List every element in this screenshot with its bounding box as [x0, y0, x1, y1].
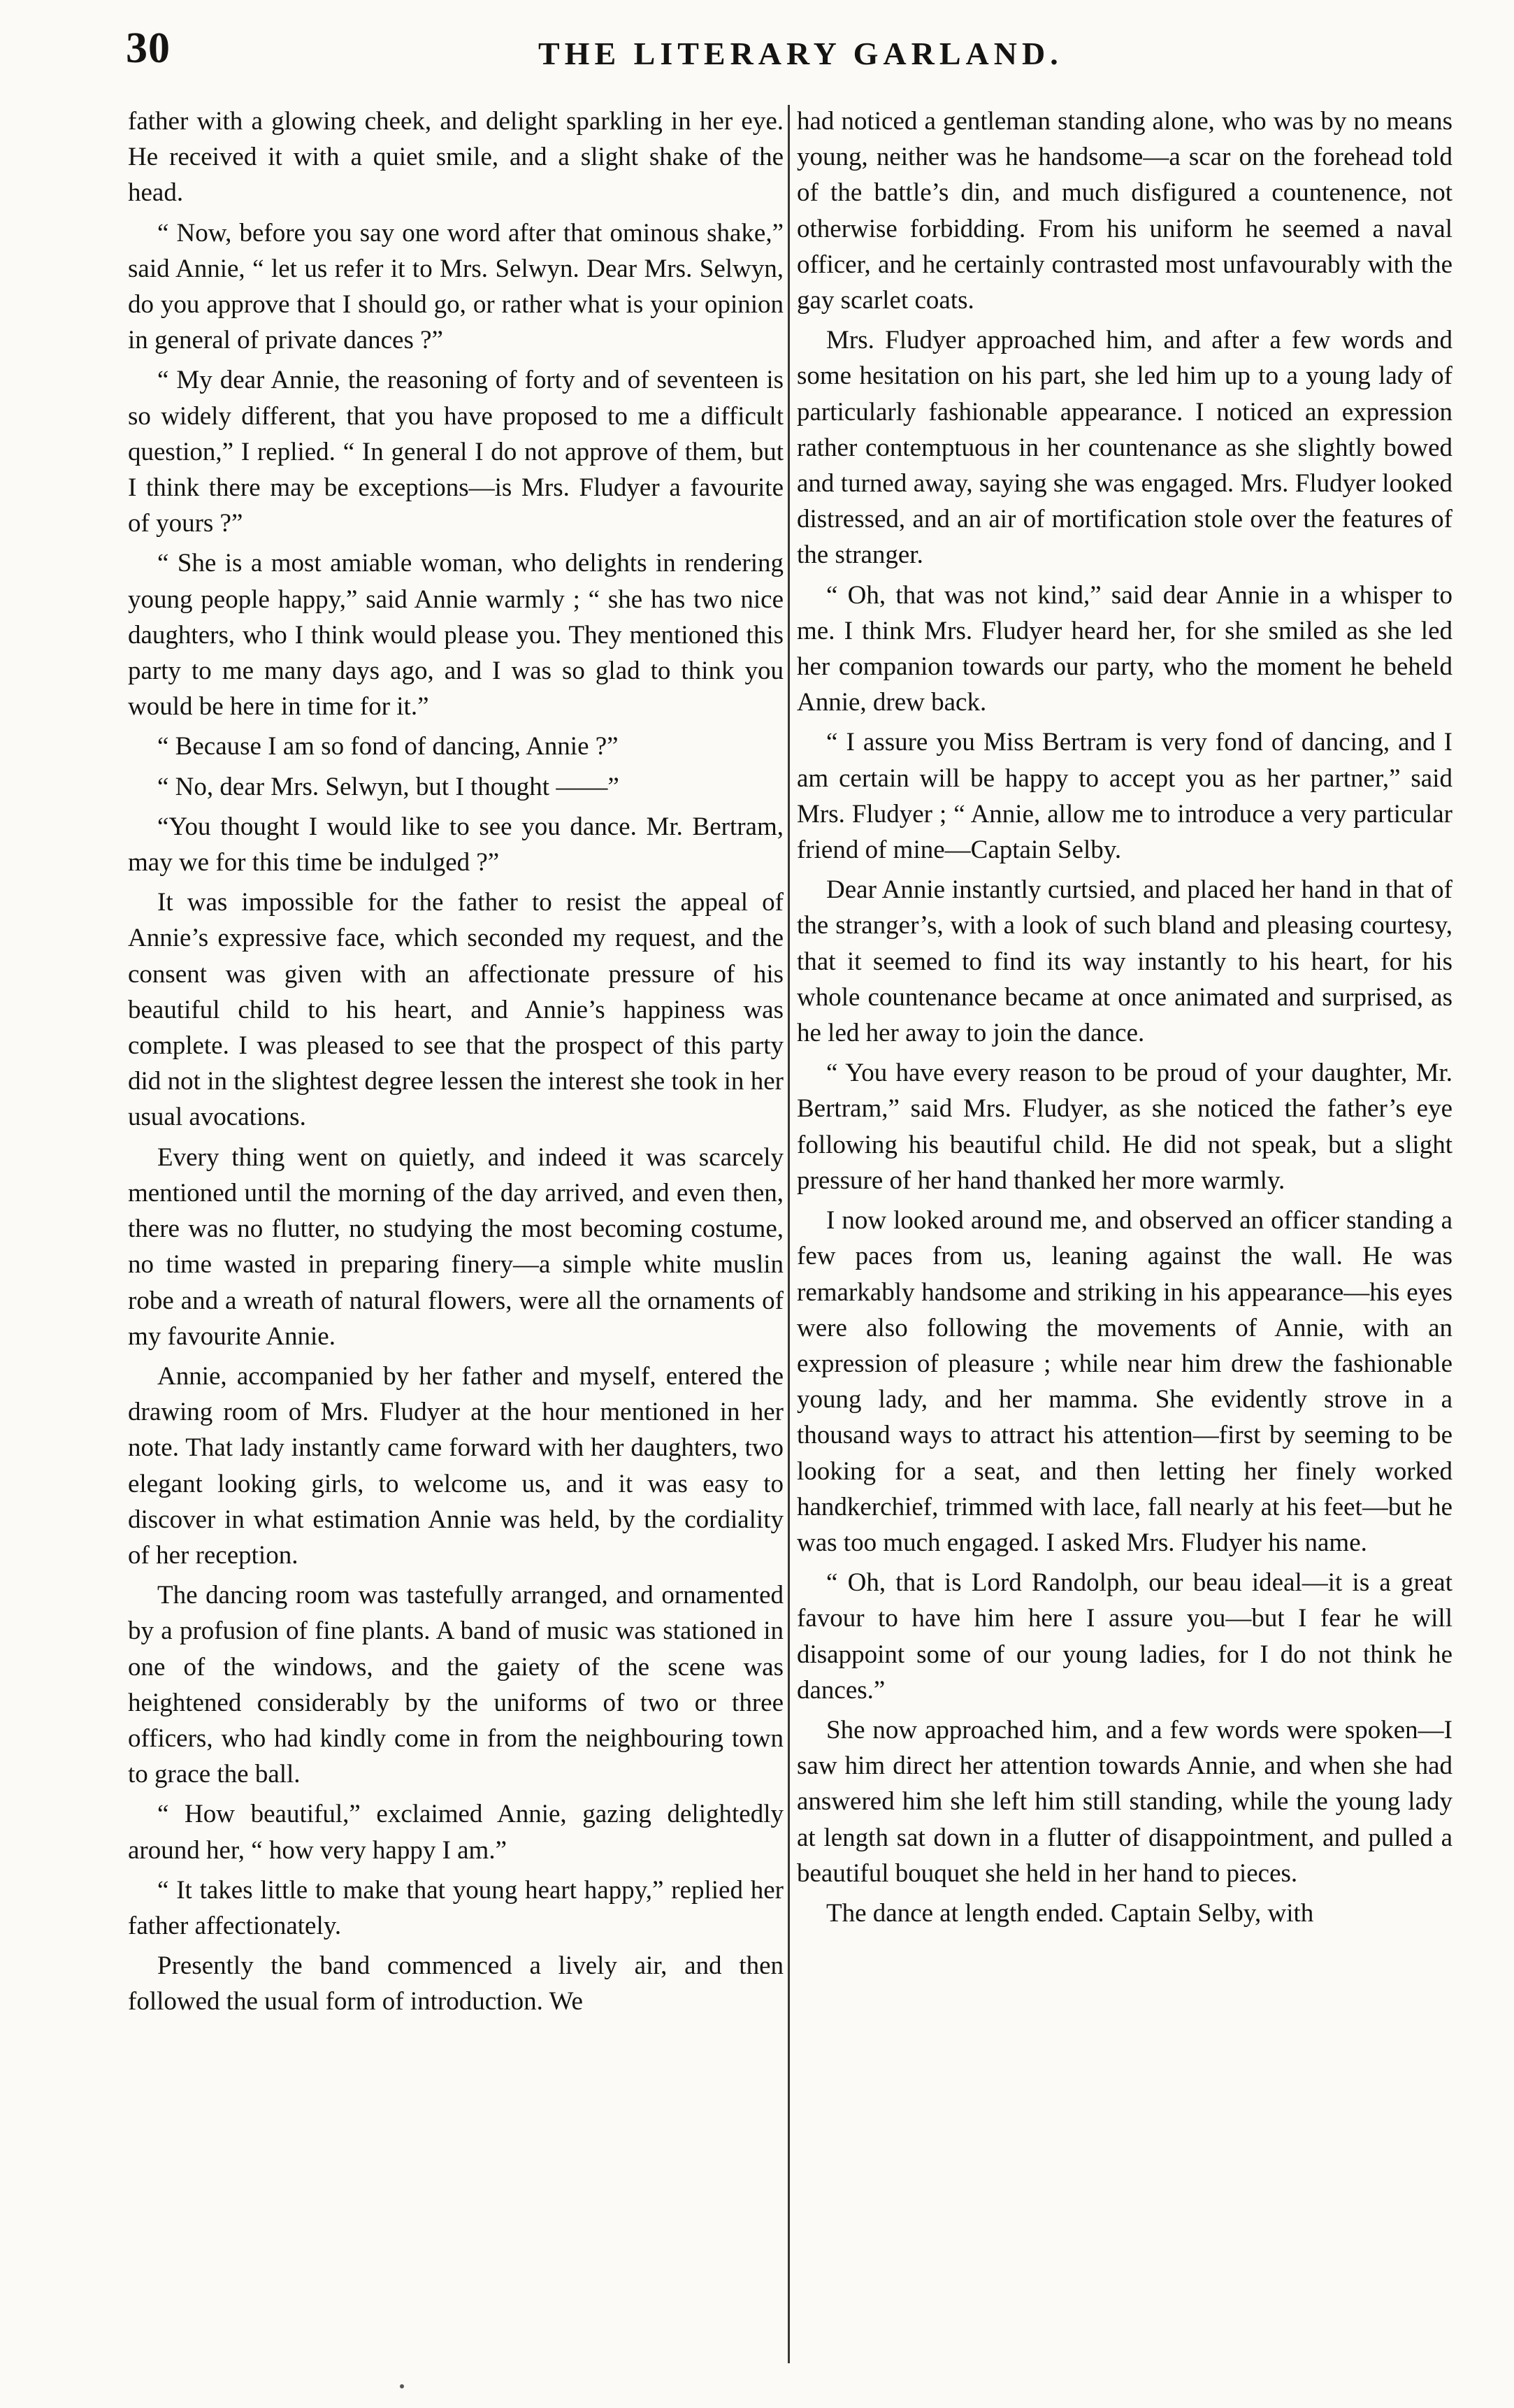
paragraph: The dance at length ended. Captain Selby, with	[826, 1898, 1314, 1928]
page-number: 30	[126, 24, 171, 72]
paragraph: Annie, accompanied by her father and myself, entered the drawing room of Mrs. Fludyer at the hour mentioned in her note. That lady instantly came forward with her daughters, two elegant looking girls, to welcome us, and it was easy to discover in what estimation Annie was held, by the cordiality of her reception.	[128, 1361, 784, 1570]
left-column	[128, 103, 784, 2362]
paragraph: “You thought I would like to see you dance. Mr. Bertram, may we for this time be indulged ?”	[128, 812, 784, 877]
paragraph: “ Because I am so fond of dancing, Annie ?”	[157, 732, 619, 761]
running-head: THE LITERARY GARLAND.	[538, 36, 1063, 71]
paragraph: “ You have every reason to be proud of your daughter, Mr. Bertram,” said Mrs. Fludyer, as she noticed the father’s eye following his beautiful child. He did not speak, but a slight pressure of her hand thanked her more warmly.	[797, 1059, 1452, 1195]
paragraph: She now approached him, and a few words were spoken—I saw him direct her attention towards Annie, and when she had answered him she left him still standing, while the young lady at length sat down in a flutter of disappointment, and pulled a beautiful bouquet she held in her hand to pieces.	[797, 1715, 1452, 1888]
page-header	[105, 20, 1433, 89]
paragraph: I now looked around me, and observed an officer standing a few paces from us, leaning against the wall. He was remarkably handsome and striking in his appearance—his eyes were also following the movements of Annie, with an expression of pleasure ; while near him drew the fashionable young lady, and her mamma. She evidently strove in a thousand ways to attract his attention—first by seeming to be looking for a seat, and then letting her finely worked handkerchief, trimmed with lace, fall nearly at his feet—but he was too much engaged. I asked Mrs. Fludyer his name.	[797, 1206, 1452, 1557]
paragraph: The dancing room was tastefully arranged, and ornamented by a profusion of fine plants. A band of music was stationed in one of the windows, and the gaiety of the scene was heightened considerably by the uniforms of two or three officers, who had kindly come in from the neighbouring town to grace the ball.	[128, 1581, 784, 1789]
paragraph: It was impossible for the father to resist the appeal of Annie’s expressive face, which seconded my request, and the consent was given with an affectionate pressure of his beautiful child to his heart, and Annie’s happiness was complete. I was pleased to see that the prospect of this party did not in the slightest degree lessen the interest she took in her usual avocations.	[128, 888, 784, 1132]
paragraph: “ Oh, that is Lord Randolph, our beau ideal—it is a great favour to have him here I assure you—but I fear he will disappoint some of our young ladies, for I do not think he dances.”	[797, 1568, 1452, 1705]
paragraph: “ How beautiful,” exclaimed Annie, gazing delightedly around her, “ how very happy I am.”	[128, 1800, 784, 1865]
ink-speck	[400, 2384, 404, 2388]
paragraph: “ My dear Annie, the reasoning of forty and of seventeen is so widely different, that you have proposed to me a difficult question,” I replied. “ In general I do not approve of them, but I think there may be exceptions—is Mrs. Fludyer a favourite of yours ?”	[128, 366, 784, 538]
paragraph: “ I assure you Miss Bertram is very fond of dancing, and I am certain will be happy to accept you as her partner,” said Mrs. Fludyer ; “ Annie, allow me to introduce a very particular friend of mine—Captain Selby.	[797, 728, 1452, 865]
paragraph: Dear Annie instantly curtsied, and placed her hand in that of the stranger’s, with a look of such bland and pleasing courtesy, that it seemed to find its way instantly to his heart, for his whole countenance became at once animated and surprised, as he led her away to join the dance.	[797, 875, 1452, 1048]
paragraph: “ No, dear Mrs. Selwyn, but I thought ——”	[157, 772, 619, 801]
paragraph: “ Now, before you say one word after that ominous shake,” said Annie, “ let us refer it to Mrs. Selwyn. Dear Mrs. Selwyn, do you approve that I should go, or rather what is your opinion in general of private dances ?”	[128, 218, 784, 355]
paragraph: “ Oh, that was not kind,” said dear Annie in a whisper to me. I think Mrs. Fludyer heard her, for she smiled as she led her companion towards our party, who the moment he beheld Annie, drew back.	[797, 580, 1452, 717]
column-divider	[788, 105, 790, 2363]
paragraph: had noticed a gentleman standing alone, who was by no means young, neither was he handsome—a scar on the forehead told of the battle’s din, and much disfigured a countenence, not otherwise forbidding. From his uniform he seemed a naval officer, and he certainly contrasted most unfavourably with the gay scarlet coats.	[797, 107, 1452, 315]
paragraph: “ It takes little to make that young heart happy,” replied her father affectionately.	[128, 1875, 784, 1940]
paragraph: “ She is a most amiable woman, who delights in rendering young people happy,” said Annie warmly ; “ she has two nice daughters, who I think would please you. They mentioned this party to me many days ago, and I was so glad to think you would be here in time for it.”	[128, 549, 784, 722]
paragraph: Every thing went on quietly, and indeed it was scarcely mentioned until the morning of the day arrived, and even then, there was no flutter, no studying the most becoming costume, no time wasted in preparing finery—a simple white muslin robe and a wreath of natural flowers, were all the ornaments of my favourite Annie.	[128, 1142, 784, 1351]
paragraph: father with a glowing cheek, and delight sparkling in her eye. He received it with a quiet smile, and a slight shake of the head.	[128, 107, 784, 208]
right-column	[797, 103, 1452, 2362]
paragraph: Presently the band commenced a lively air, and then followed the usual form of introduction. We	[128, 1951, 784, 2016]
paragraph: Mrs. Fludyer approached him, and after a few words and some hesitation on his part, she led him up to a young lady of particularly fashionable appearance. I noticed an expression rather contemptuous in her countenance as she slightly bowed and turned away, saying she was engaged. Mrs. Fludyer looked distressed, and an air of mortification stole over the features of the stranger.	[797, 326, 1452, 570]
